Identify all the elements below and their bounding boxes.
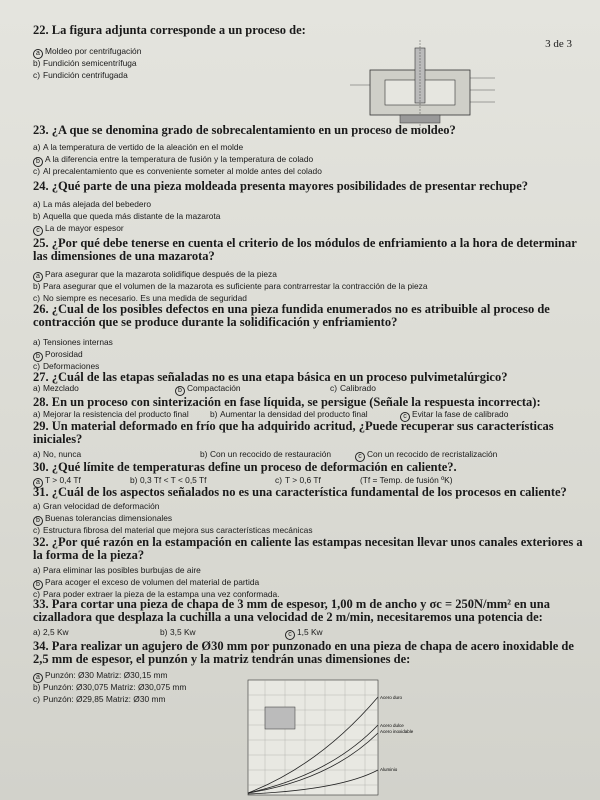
option-28b[interactable]: b) Aumentar la densidad del producto final: [210, 409, 368, 419]
question-25: 25. ¿Por qué debe tenerse en cuenta el criterio de los módulos de enfriamiento a la hora de determinar las dimensiones de una mazarota?: [33, 236, 577, 263]
option-33b[interactable]: b) 3,5 Kw: [160, 627, 196, 637]
question-32: 32. ¿Por qué razón en la estampación en caliente las estampas necesitan llevar unos canales exteriores a la forma de la pieza?: [33, 535, 583, 562]
option-33a[interactable]: a) 2,5 Kw: [33, 627, 69, 637]
option-24b[interactable]: b) Aquella que queda más distante de la mazarota: [33, 211, 221, 221]
option-26a[interactable]: a) Tensiones internas: [33, 337, 113, 347]
question-30: 30. ¿Qué límite de temperaturas define un proceso de deformación en caliente?.: [33, 460, 457, 474]
option-27a[interactable]: a) Mezclado: [33, 383, 79, 393]
question-27: 27. ¿Cuál de las etapas señaladas no es una etapa básica en un proceso pulvimetalúrgico?: [33, 370, 508, 384]
question-33: 33. Para cortar una pieza de chapa de 3 mm de espesor, 1,00 m de ancho y σc = 250N/mm² en una cizalladora que desplaza la cuchilla a una velocidad de 2 m/min, necesitaremos una potencia de:: [33, 597, 550, 624]
option-23c[interactable]: c) Al precalentamiento que es conveniente someter al molde antes del colado: [33, 166, 322, 176]
question-24: 24. ¿Qué parte de una pieza moldeada presenta mayores posibilidades de presentar rechupe?: [33, 179, 529, 193]
option-25a[interactable]: a Para asegurar que la mazarota solidifique después de la pieza: [33, 270, 277, 282]
question-31: 31. ¿Cuál de los aspectos señalados no es una característica fundamental de los procesos en caliente?: [33, 485, 567, 499]
question-26: 26. ¿Cual de los posibles defectos en una pieza fundida enumerados no es atribuible al proceso de contracción que se produce durante la solidificación y enfriamiento?: [33, 302, 550, 329]
option-23a[interactable]: a) A la temperatura de vertido de la aleación en el molde: [33, 142, 244, 152]
option-31a[interactable]: a) Gran velocidad de deformación: [33, 501, 160, 511]
option-27c[interactable]: c) Calibrado: [330, 383, 376, 393]
option-25c[interactable]: c) No siempre es necesario. Es una medida de seguridad: [33, 293, 247, 303]
option-29c[interactable]: c Con un recocido de recristalización: [355, 450, 497, 462]
option-27b[interactable]: b Compactación: [175, 384, 241, 396]
option-24a[interactable]: a) La más alejada del bebedero: [33, 199, 152, 209]
option-31b[interactable]: b Buenas tolerancias dimensionales: [33, 514, 172, 526]
option-34a[interactable]: a Punzón: Ø30 Matriz: Ø30,15 mm: [33, 671, 167, 683]
option-32c[interactable]: c) Para poder extraer la pieza de la estampa una vez conformada.: [33, 589, 280, 599]
question-28: 28. En un proceso con sinterización en fase líquida, se persigue (Señale la respuesta incorrecta):: [33, 395, 541, 409]
page-number: 3 de 3: [545, 38, 572, 50]
option-26c[interactable]: c) Deformaciones: [33, 361, 100, 371]
question-23: 23. ¿A que se denomina grado de sobrecalentamiento en un proceso de moldeo?: [33, 123, 456, 137]
option-31c[interactable]: c) Estructura fibrosa del material que mejora sus características mecánicas: [33, 525, 313, 535]
option-23b[interactable]: b A la diferencia entre la temperatura de fusión y la temperatura de colado: [33, 155, 313, 167]
option-28c[interactable]: c Evitar la fase de calibrado: [400, 410, 508, 422]
option-22c[interactable]: c) Fundición centrifugada: [33, 70, 128, 80]
question-22: 22. La figura adjunta corresponde a un proceso de:: [33, 23, 306, 37]
option-34b[interactable]: b) Punzón: Ø30,075 Matriz: Ø30,075 mm: [33, 682, 187, 692]
option-30a[interactable]: a T > 0,4 Tf: [33, 476, 81, 488]
question-29: 29. Un material deformado en frío que ha adquirido acritud, ¿Puede recuperar sus características iniciales?: [33, 419, 554, 446]
option-32b[interactable]: b Para acoger el exceso de volumen del material de partida: [33, 578, 259, 590]
option-30c[interactable]: c) T > 0,6 Tf: [275, 475, 321, 485]
label-aluminio: Aluminio: [380, 767, 398, 772]
option-34c[interactable]: c) Punzón: Ø29,85 Matriz: Ø30 mm: [33, 694, 166, 704]
option-33c[interactable]: c 1,5 Kw: [285, 628, 323, 640]
option-22a[interactable]: a Moldeo por centrifugación: [33, 47, 141, 59]
option-25b[interactable]: b) Para asegurar que el volumen de la mazarota es suficiente para contrarrestar la contracción de la pieza: [33, 281, 428, 291]
label-acero-inox: Acero inoxidable: [380, 729, 414, 734]
question-34: 34. Para realizar un agujero de Ø30 mm por punzonado en una pieza de chapa de acero inoxidable de 2,5 mm de espesor, el punzón y la matriz tendrán unas dimensiones de:: [33, 639, 574, 666]
option-28a[interactable]: a) Mejorar la resistencia del producto final: [33, 409, 189, 419]
q30-note: (Tf = Temp. de fusión ºK): [360, 475, 453, 485]
option-29a[interactable]: a) No, nunca: [33, 449, 82, 459]
option-30b[interactable]: b) 0,3 Tf < T < 0,5 Tf: [130, 475, 207, 485]
label-acero-duro: Acero duro: [380, 695, 403, 700]
option-32a[interactable]: a) Para eliminar las posibles burbujas de aire: [33, 565, 201, 575]
option-29b[interactable]: b) Con un recocido de restauración: [200, 449, 332, 459]
clearance-chart-figure: [230, 675, 430, 800]
label-acero-dulce: Acero dulce: [380, 723, 404, 728]
option-26b[interactable]: b Porosidad: [33, 350, 83, 362]
option-24c[interactable]: c La de mayor espesor: [33, 224, 124, 236]
option-22b[interactable]: b) Fundición semicentrífuga: [33, 58, 137, 68]
centrifugal-casting-figure: [330, 40, 530, 130]
